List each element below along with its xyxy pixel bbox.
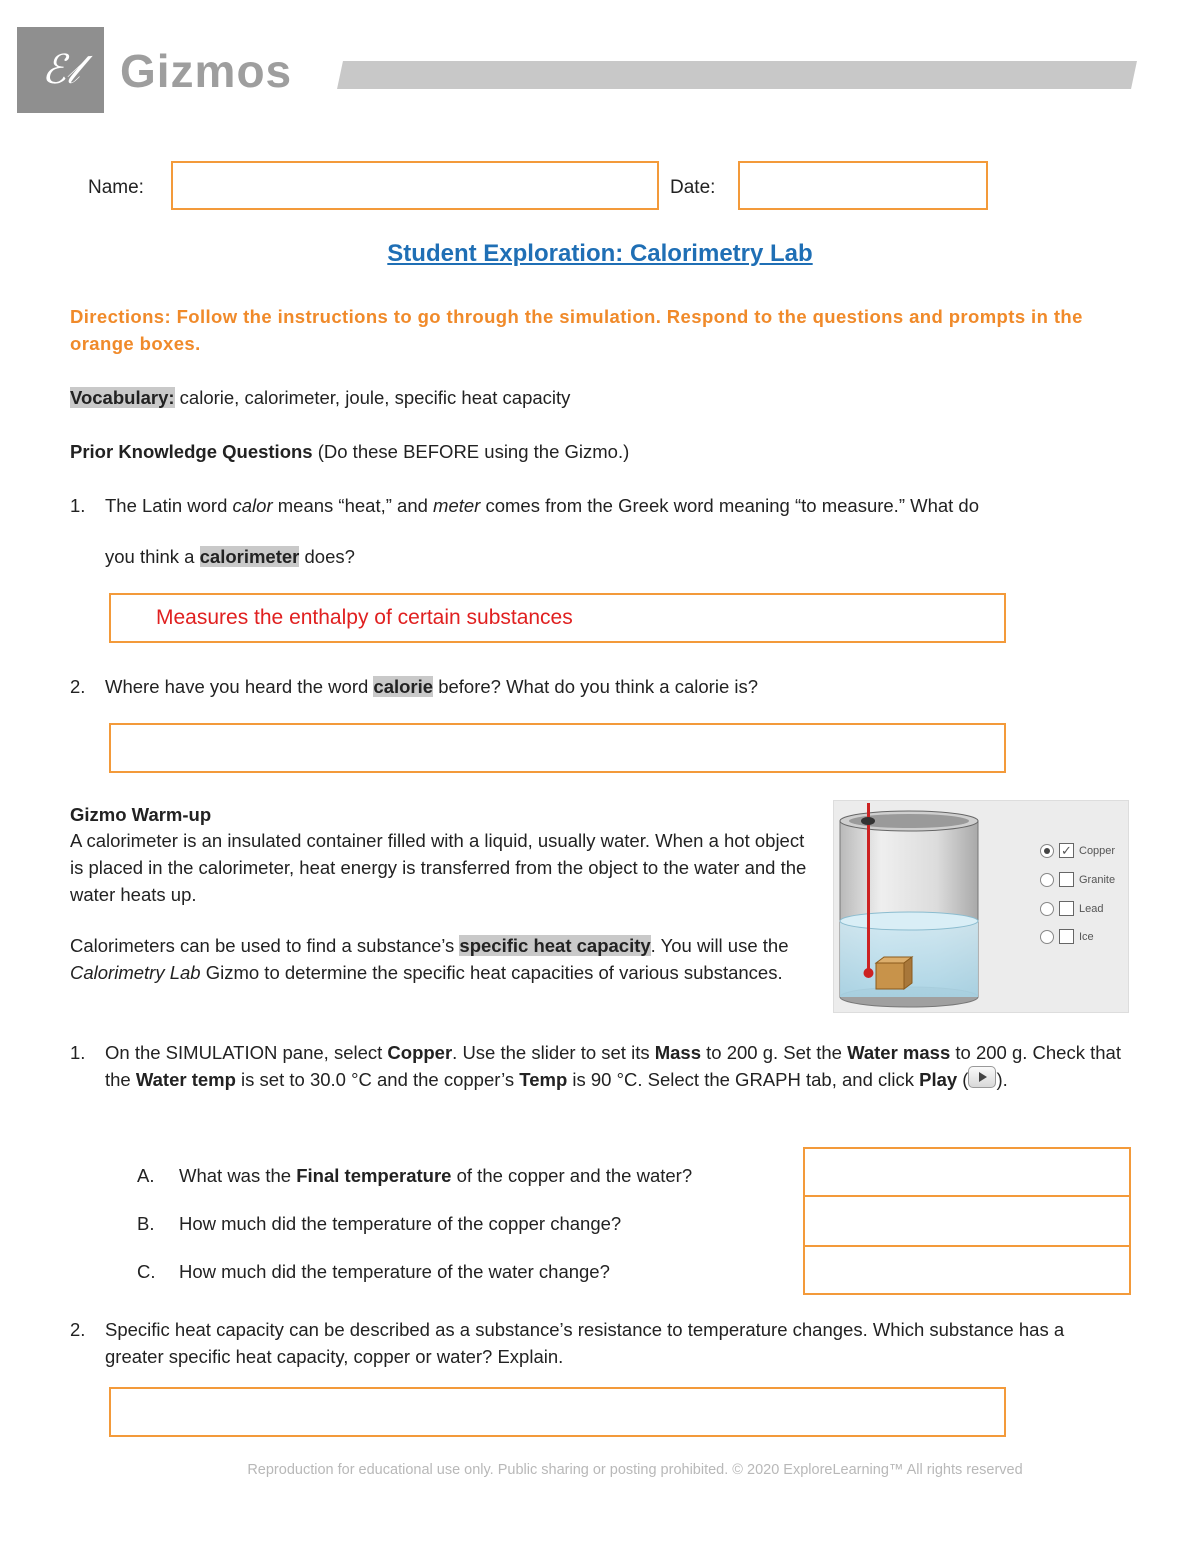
answer-box-step-2[interactable]: [109, 1387, 1006, 1437]
calorimeter-simulation-image: [833, 800, 1129, 1013]
vocabulary-label: Vocabulary:: [70, 387, 175, 408]
question-1-number: 1.: [70, 495, 86, 516]
radio-copper: [1040, 844, 1054, 858]
answer-box-q2[interactable]: [109, 723, 1006, 773]
question-1-line-2: you think a calorimeter does?: [105, 546, 355, 567]
play-icon: [968, 1066, 996, 1088]
checkbox-copper: ✓: [1059, 843, 1074, 858]
gizmos-brand: Gizmos: [120, 45, 293, 97]
date-field[interactable]: [738, 161, 988, 210]
answer-box-q1[interactable]: [109, 593, 1006, 643]
question-1-line-1: The Latin word calor means “heat,” and meter comes from the Greek word meaning “to measure.” What do: [105, 495, 980, 516]
vocabulary-line: [70, 384, 570, 411]
copyright-footer: Reproduction for educational use only. Public sharing or posting prohibited. © 2020 ExploreLearning™ All rights reserved: [247, 1462, 1023, 1478]
date-label: Date:: [670, 177, 716, 198]
answer-q1-text: Measures the enthalpy of certain substances: [156, 606, 573, 629]
directions-text: Directions: Follow the instructions to go through the simulation. Respond to the questions and prompts in the orange boxes.: [70, 306, 1083, 354]
name-field[interactable]: [171, 161, 659, 210]
vocabulary-terms: calorie, calorimeter, joule, specific heat capacity: [174, 387, 571, 408]
name-label: Name:: [88, 177, 144, 198]
header-bar: [337, 61, 1137, 89]
sub-question-c-text: How much did the temperature of the water change?: [179, 1261, 610, 1282]
sim-option-copper: ✓ Copper: [1040, 843, 1115, 858]
sub-question-a-text: What was the Final temperature of the copper and the water?: [179, 1165, 693, 1186]
question-2-text: Where have you heard the word calorie before? What do you think a calorie is?: [105, 676, 759, 697]
sim-option-granite: Granite: [1040, 872, 1115, 887]
prior-knowledge-heading: Prior Knowledge Questions (Do these BEFORE using the Gizmo.): [70, 441, 630, 462]
step-1-text: On the SIMULATION pane, select Copper. Use the slider to set its Mass to 200 g. Set the Water mass to 200 g. Check that the Water temp is set to 30.0 °C and the copper’s Temp is 90 °C. Select the GRAPH tab, and click Play ( ).: [105, 1042, 1121, 1090]
page-title: Student Exploration: Calorimetry Lab: [387, 240, 813, 267]
step-2-text: Specific heat capacity can be described as a substance’s resistance to temperature changes. Which substance has a greater specific heat capacity, copper or water? Explain.: [105, 1319, 1065, 1367]
answer-box-b[interactable]: [803, 1195, 1131, 1247]
sub-question-b-letter: B.: [137, 1213, 155, 1234]
explorelearning-logo: [17, 27, 104, 113]
calorimeter-term: calorimeter: [199, 546, 300, 567]
logo-glyph: ℰ𝓁: [41, 47, 80, 93]
sub-question-a-letter: A.: [137, 1165, 155, 1186]
question-2-number: 2.: [70, 676, 86, 697]
answer-box-a[interactable]: [803, 1147, 1131, 1197]
specific-heat-term: specific heat capacity: [459, 935, 651, 956]
warmup-paragraph-2: Calorimeters can be used to find a substance’s specific heat capacity. You will use the Calorimetry Lab Gizmo to determine the specific heat capacities of various substances.: [70, 935, 789, 983]
answer-box-c[interactable]: [803, 1245, 1131, 1295]
sim-option-lead: Lead: [1040, 901, 1103, 916]
sub-question-c-letter: C.: [137, 1261, 156, 1282]
calorie-term: calorie: [373, 676, 434, 697]
sub-question-b-text: How much did the temperature of the copper change?: [179, 1213, 622, 1234]
sim-option-ice: Ice: [1040, 929, 1094, 944]
step-1-number: 1.: [70, 1042, 86, 1063]
step-2-number: 2.: [70, 1319, 86, 1340]
warmup-heading: Gizmo Warm-up: [70, 804, 212, 825]
warmup-paragraph-1: A calorimeter is an insulated container filled with a liquid, usually water. When a hot object is placed in the calorimeter, heat energy is transferred from the object to the water and the water heats up.: [70, 830, 807, 905]
